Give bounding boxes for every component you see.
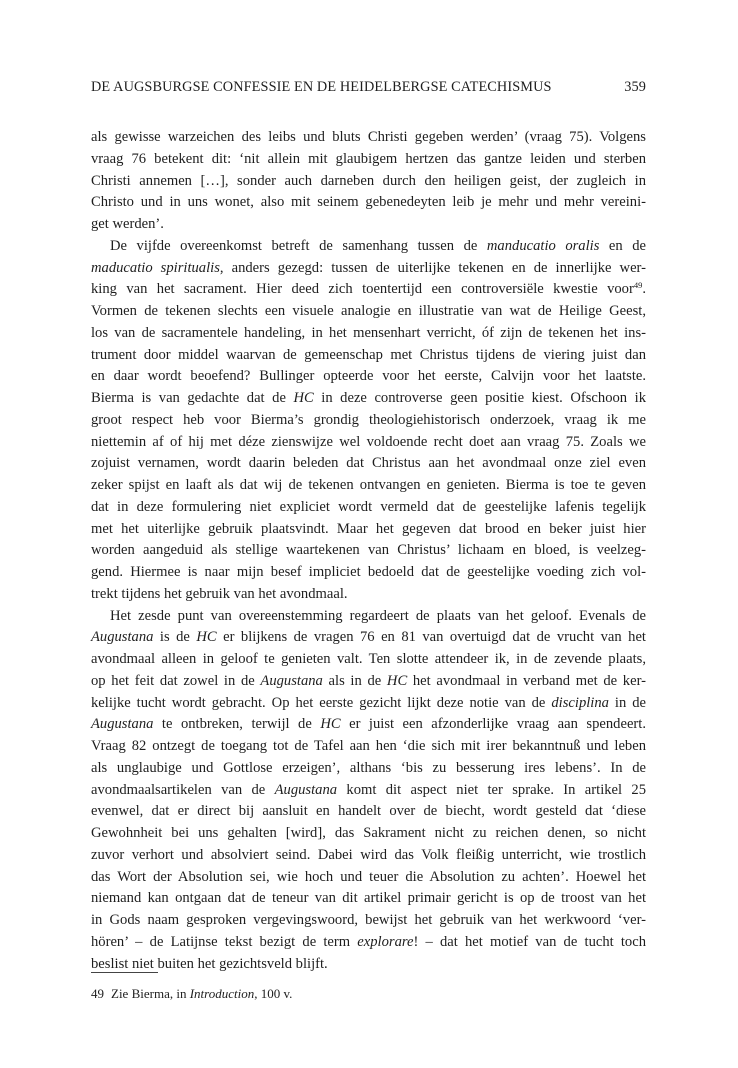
text-line: trekt tijdens het gebruik van het avondmaal. [91,585,348,602]
paragraph-3 [91,606,646,976]
abbreviation: HC [386,672,408,689]
text-line: niemand kan ontgaan dat de teneur van dit artikel primair gericht is op de troost van het [91,890,646,907]
text-line: kelijke tucht wordt gebracht. Op het eerste gezicht lijkt deze notie van de disciplina in de [91,694,646,711]
footnote-text: Zie Bierma, in [111,986,190,1001]
text-line: groot respect heb voor Bierma’s grondig theologiehistorisch onderzoek, vraag ik me [91,411,646,428]
footnote-text: , 100 v. [254,986,293,1001]
text-line: niettemin af of hij met déze zienswijze wel voldoende recht doet aan vraag 75. Zoals we [91,433,646,450]
latin-term: Augustana [91,629,154,646]
text-line: get werden’. [91,216,164,232]
footnote-reference[interactable]: 49 [633,280,643,291]
text-line: Christo und in uns wonet, also mit seinem gebenedeyten leib je mehr und mehr vereini- [91,194,646,211]
text-line: in Gods naam gesproken vergevingswoord, bewijst het gebruik van het werkwoord ‘ver- [91,912,646,928]
running-head [91,78,646,96]
text-line: zeker spijst en laaft als dat wij de tekenen ontvangen en genieten. Bierma is toe te geven [91,477,646,493]
text-line: Vraag 82 ontzegt de toegang tot de Tafel aan hen ‘die sich mit irer bekanntnuß und leben [91,738,646,754]
text-line: Vormen de tekenen slechts een visuele analogie en illustratie van wat de Heilige Geest, [91,303,646,319]
text-line: king van het sacrament. Hier deed zich toentertijd een controversiële kwestie voor$^{49}$. [91,280,646,298]
text-line: zuvor verhort und absolviert seind. Dabei wird das Volk fleißig unterricht, wie trostlich [91,846,646,863]
latin-term: Augustana [260,672,323,689]
paragraph-2 [91,236,646,606]
footnote-title: Introduction [189,986,255,1001]
page-number: 359 [624,79,646,95]
text-line: avondmaal alleen in geloof te genieten valt. Ten slotte attendeer ik, in de zevende plaats, [91,651,646,667]
text-line: trument door middel waarvan de gemeenschap met Christus tijdens de viering juist dan [91,346,646,363]
text-line: hören’ – de Latijnse tekst bezigt de term explorare! – dat het motief van de tucht toch [91,933,646,950]
abbreviation: HC [293,390,314,406]
footnote [91,985,646,1003]
latin-term: explorare [357,933,414,950]
text-line: zojuist vernamen, wordt daarin beleden dat Christus aan het avondmaal onze ziel even [91,455,646,472]
text-line: evenwel, dat er direct bij aansluit en handelt over de biecht, wordt gesteld dat ‘diese [91,803,646,820]
text-line: gend. Hiermee is naar mijn besef impliciet bedoeld dat de geestelijke voeding zich vol- [91,564,646,580]
text-line: vraag 76 betekent dit: ‘nit allein mit glaubigem hertzen das gantze leiden und sterben [91,150,646,167]
running-title: DE AUGSBURGSE CONFESSIE EN DE HEIDELBERGSE CATECHISMUS [91,79,552,95]
body-text [91,127,646,975]
paragraph-1 [91,127,646,236]
text-line: Christi annemen […], sonder auch darneben durch den heiligen geist, der zugleich in [91,172,646,189]
footnote-divider [91,972,158,973]
text-line: Gewohnheit bei uns gehalten [wird], das Sakrament nicht zu reichen denen, so nicht [91,825,646,841]
latin-term: Augustana [274,781,338,798]
text-line: als gewisse warzeichen des leibs und bluts Christi gegeben werden’ (vraag 75). Volgens [91,129,646,145]
abbreviation: HC [196,629,217,646]
latin-term: maducatio spiritualis [91,259,220,276]
text-line: dat in deze formulering niet expliciet wordt vermeld dat de geestelijke lafenis tegelijk [91,498,646,515]
text-line: das Wort der Absolution sei, wie hoch und teuer die Absolution zu achten’. Hoewel het [91,868,646,885]
text-line: Augustana is de HC er blijkens de vragen 76 en 81 van overtuigd dat de vrucht van het [91,629,646,646]
text-line: beslist niet buiten het gezichtsveld blijft. [91,955,328,972]
text-line: en daar wordt beoefend? Bullinger opteerde voor het eerste, Calvijn voor het laatste. [91,368,646,385]
text-line: Augustana te ontbreken, terwijl de HC er juist een afzonderlijke vraag aan spendeert. [91,716,646,733]
latin-term: Augustana [91,716,154,733]
text-line: maducatio spiritualis, anders gezegd: tussen de uiterlijke tekenen en de innerlijke wer- [91,259,646,276]
latin-term: manducatio oralis [486,237,600,254]
abbreviation: HC [320,716,341,733]
text-line: avondmaalsartikelen van de Augustana komt dit aspect niet ter sprake. In artikel 25 [91,781,647,798]
footnote-number: 49 [91,986,104,1001]
text-line: op het feit dat zowel in de Augustana als in de HC het avondmaal in verband met de ker- [91,672,646,689]
latin-term: disciplina [551,694,609,711]
text-line: Het zesde punt van overeenstemming regardeert de plaats van het geloof. Evenals de [110,607,646,624]
text-line: worden aangeduid als stellige waartekenen van Christus’ lichaam en bloed, is veelzeg- [91,542,646,559]
text-line: De vijfde overeenkomst betreft de samenhang tussen de manducatio oralis en de [110,237,646,254]
text-line: Bierma is van gedachte dat de HC in deze controverse geen positie kiest. Ofschoon ik [91,390,646,406]
text-line: met het uiterlijke gebruik plaatsvindt. Maar het gegeven dat brood en beker juist hier [91,520,646,537]
text-line: los van de sacramentele handeling, in het mensenhart verricht, óf zijn de tekenen het ins- [91,324,646,341]
text-line: als unglaubige und Gottlose erzeigen’, althans ‘bis zu besserung ires lebens’. In de [91,759,646,776]
